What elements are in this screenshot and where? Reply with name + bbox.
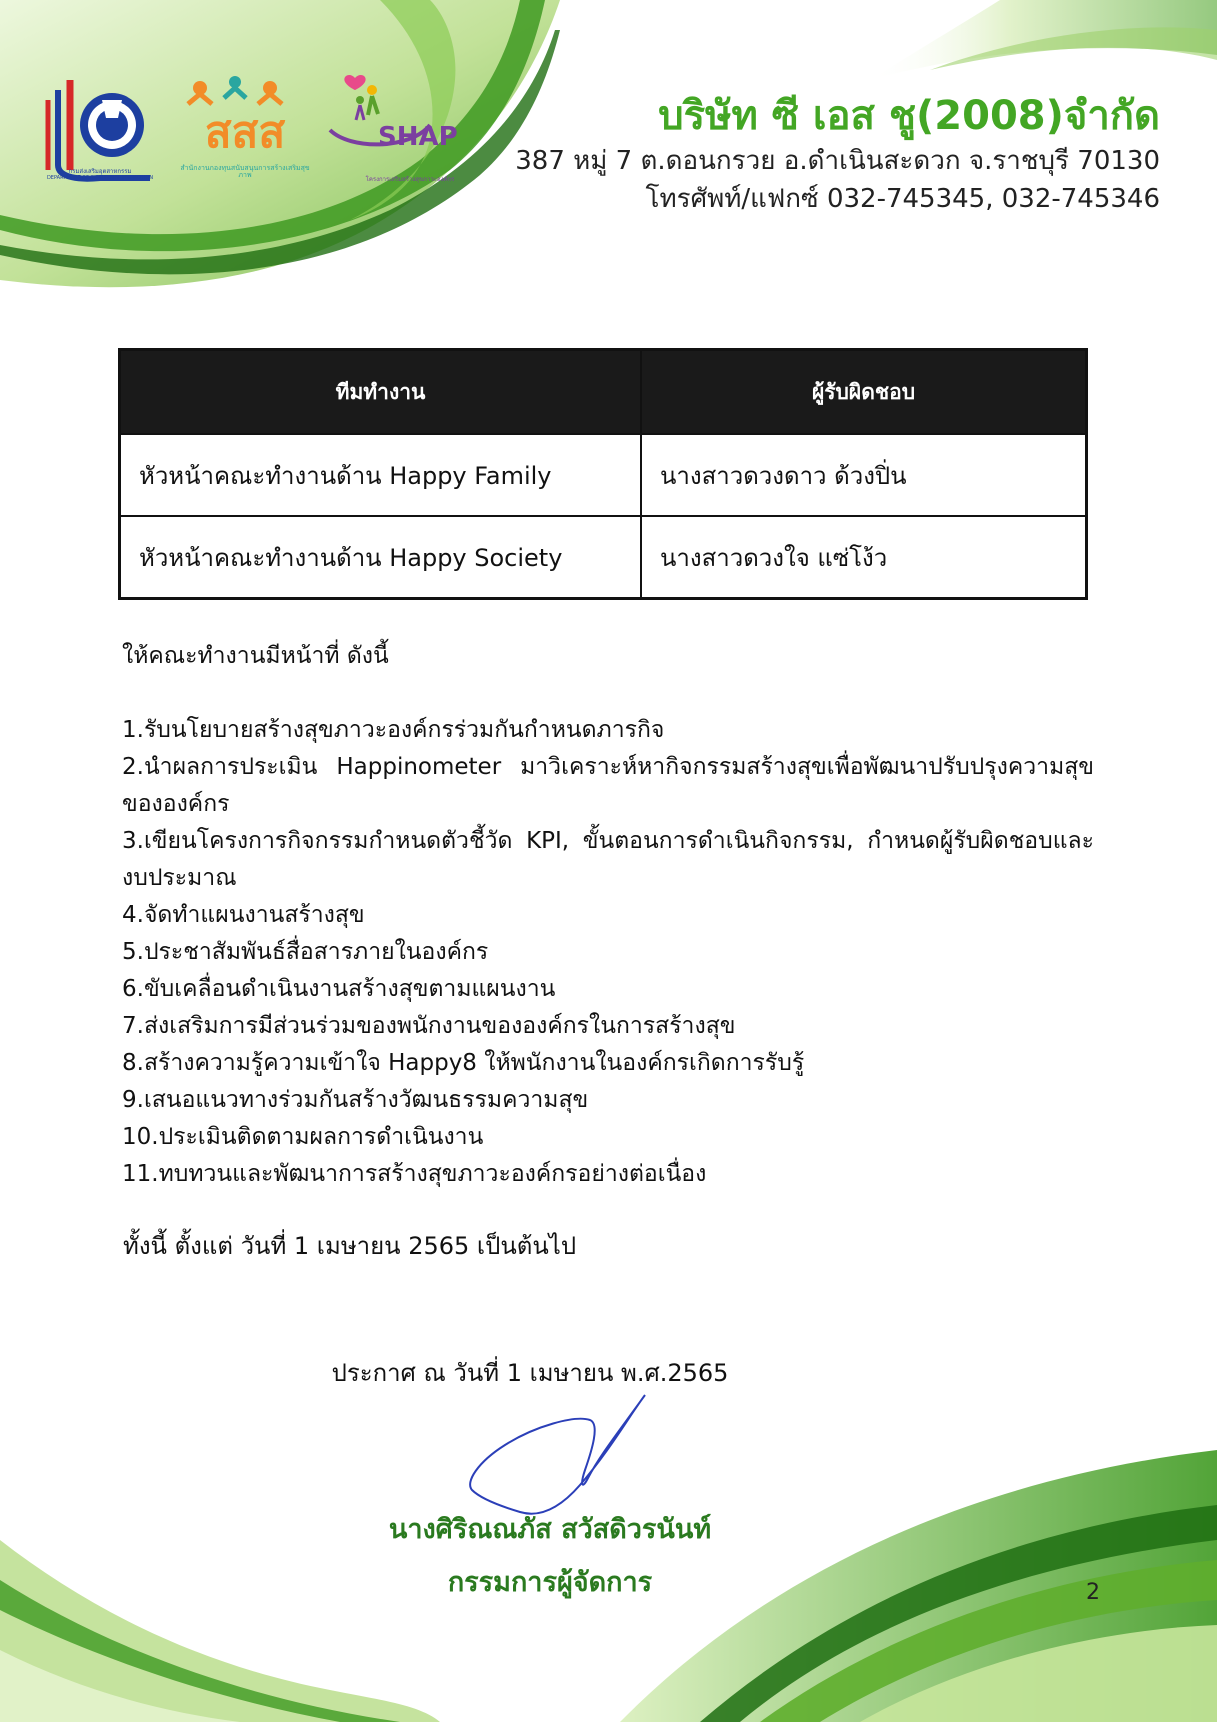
signer-title: กรรมการผู้จัดการ: [447, 1567, 653, 1598]
company-header: [515, 90, 1160, 218]
table-header-team: ทีมทำงาน: [120, 350, 642, 435]
table-row: [120, 434, 1087, 516]
thaihealth-logo-text: สสส: [204, 107, 286, 158]
shap-logo: [320, 70, 500, 200]
list-item: 11.ทบทวนและพัฒนาการสร้างสุขภาวะองค์กรอย่างต่อเนื่อง: [122, 1161, 707, 1187]
list-item: 9.เสนอแนวทางร่วมกันสร้างวัฒนธรรมความสุข: [122, 1087, 589, 1113]
duties-intro: ให้คณะทำงานมีหน้าที่ ดังนี้: [122, 643, 389, 669]
thaihealth-logo: [180, 70, 310, 200]
signature-icon: [460, 1390, 660, 1520]
list-item: 3.เขียนโครงการกิจกรรมกำหนดตัวชี้วัด KPI, ขั้นตอนการดำเนินกิจกรรม, กำหนดผู้รับผิดชอบและงบประมาณ: [122, 828, 1094, 891]
thaihealth-logo-icon: [180, 70, 310, 110]
dip-logo: [40, 70, 160, 200]
team-table: [118, 348, 1088, 600]
table-cell-responsible: นางสาวดวงดาว ด้วงปิ่น: [641, 434, 1087, 516]
page-number: 2: [1086, 1580, 1100, 1605]
list-item: 7.ส่งเสริมการมีส่วนร่วมของพนักงานขององค์กรในการสร้างสุข: [122, 1013, 736, 1039]
duties-list: [122, 712, 1094, 1193]
list-item: 1.รับนโยบายสร้างสุขภาวะองค์กรร่วมกันกำหนดภารกิจ: [122, 717, 665, 743]
list-item: 2.นำผลการประเมิน Happinometer มาวิเคราะห์หากิจกรรมสร้างสุขเพื่อพัฒนาปรับปรุงความสุขขององค์กร: [122, 754, 1094, 817]
thaihealth-logo-caption: สำนักงานกองทุนสนับสนุนการสร้างเสริมสุขภาพ: [180, 164, 310, 179]
effective-date: ทั้งนี้ ตั้งแต่ วันที่ 1 เมษายน 2565 เป็นต้นไป: [123, 1232, 577, 1260]
table-cell-responsible: นางสาวดวงใจ แซ่โง้ว: [641, 516, 1087, 599]
list-item: 6.ขับเคลื่อนดำเนินงานสร้างสุขตามแผนงาน: [122, 976, 556, 1002]
table-header-responsible: ผู้รับผิดชอบ: [641, 350, 1087, 435]
dip-logo-caption-en: DEPARTMENT OF INDUSTRIAL PROMOTION: [46, 175, 154, 181]
table-cell-team: หัวหน้าคณะทำงานด้าน Happy Family: [120, 434, 642, 516]
shap-logo-caption: โครงการเสริมสร้างสุขภาวะองค์กร: [365, 176, 455, 183]
list-item: 5.ประชาสัมพันธ์สื่อสารภายในองค์กร: [122, 939, 489, 965]
list-item: 8.สร้างความรู้ความเข้าใจ Happy8 ให้พนักงานในองค์กรเกิดการรับรู้: [122, 1050, 805, 1076]
company-phone: โทรศัพท์/แฟกซ์ 032-745345, 032-745346: [645, 184, 1160, 214]
table-cell-team: หัวหน้าคณะทำงานด้าน Happy Society: [120, 516, 642, 599]
table-row: [120, 516, 1087, 599]
announcement-date: ประกาศ ณ วันที่ 1 เมษายน พ.ศ.2565: [331, 1359, 729, 1387]
shap-logo-text: SHAP: [378, 122, 458, 152]
partner-logos: [40, 70, 510, 210]
dip-logo-caption-th: กรมส่งเสริมอุตสาหกรรม: [68, 168, 132, 175]
list-item: 4.จัดทำแผนงานสร้างสุข: [122, 902, 365, 928]
company-name: บริษัท ซี เอส ชู(2008)จำกัด: [658, 93, 1160, 139]
table-header-row: [120, 350, 1087, 435]
list-item: 10.ประเมินติดตามผลการดำเนินงาน: [122, 1124, 484, 1150]
signer-name: นางศิริณณภัส สวัสดิวรนันท์: [388, 1514, 712, 1545]
company-address: 387 หมู่ 7 ต.ดอนกรวย อ.ดำเนินสะดวก จ.ราชบุรี 70130: [515, 146, 1160, 176]
